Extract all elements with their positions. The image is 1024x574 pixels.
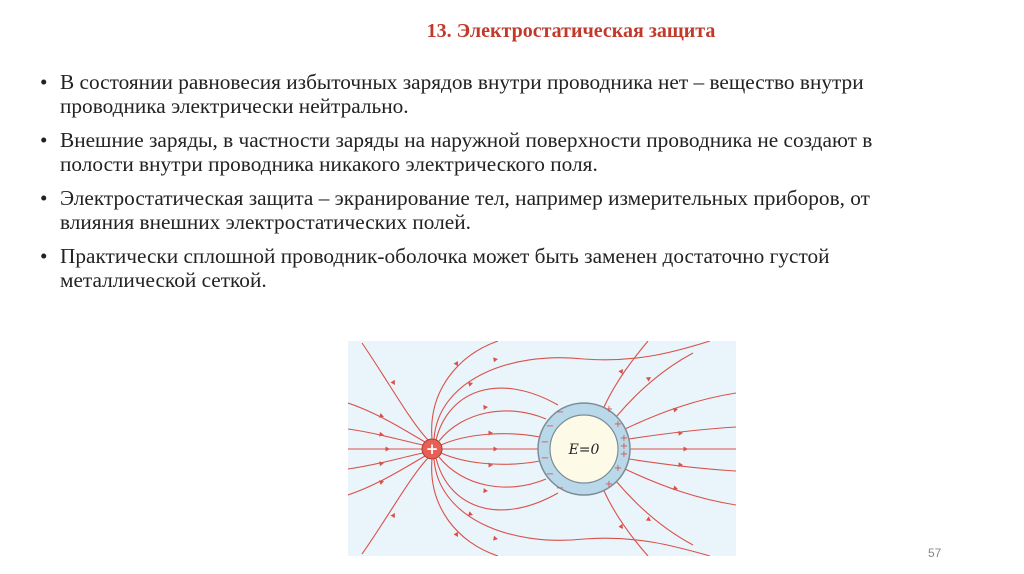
field-diagram-svg: [348, 341, 736, 556]
negative-charge-sign: −: [555, 407, 565, 418]
bullet-item: [38, 70, 938, 118]
point-charge-sign: +: [425, 440, 439, 458]
bullet-list: [38, 70, 938, 302]
positive-charge-sign: +: [619, 449, 629, 460]
negative-charge-sign: −: [540, 437, 550, 448]
positive-charge-sign: +: [619, 441, 629, 452]
electrostatic-shield-diagram: [348, 341, 736, 556]
bullet-item: [38, 186, 938, 234]
bullet-item: [38, 244, 938, 292]
positive-charge-sign: +: [619, 433, 629, 444]
page-number: 57: [928, 546, 942, 560]
cavity-field-label: E=0: [568, 442, 600, 458]
bullet-text: Внешние заряды, в частности заряды на наружной поверхности проводника не создают в полости внутри проводника никакого электрического поля.: [60, 128, 873, 176]
slide-title: 13. Электростатическая защита: [426, 20, 716, 42]
bullet-mark: •: [40, 244, 48, 268]
bullet-mark: •: [40, 70, 48, 94]
positive-charge-sign: +: [613, 419, 623, 430]
positive-charge-sign: +: [613, 463, 623, 474]
bullet-text: В состоянии равновесия избыточных зарядов внутри проводника нет – вещество внутри проводника электрически нейтрально.: [60, 70, 864, 118]
positive-charge-sign: +: [604, 404, 614, 415]
negative-charge-sign: −: [540, 453, 550, 464]
bullet-text: Электростатическая защита – экранирование тел, например измерительных приборов, от влияния внешних электростатических полей.: [60, 186, 870, 234]
positive-charge-sign: +: [604, 479, 614, 490]
negative-charge-sign: −: [545, 421, 555, 432]
bullet-text: Практически сплошной проводник-оболочка может быть заменен достаточно густой металлической сеткой.: [60, 244, 830, 292]
negative-charge-sign: −: [545, 469, 555, 480]
bullet-mark: •: [40, 186, 48, 210]
negative-charge-sign: −: [555, 483, 565, 494]
bullet-mark: •: [40, 128, 48, 152]
bullet-item: [38, 128, 938, 176]
